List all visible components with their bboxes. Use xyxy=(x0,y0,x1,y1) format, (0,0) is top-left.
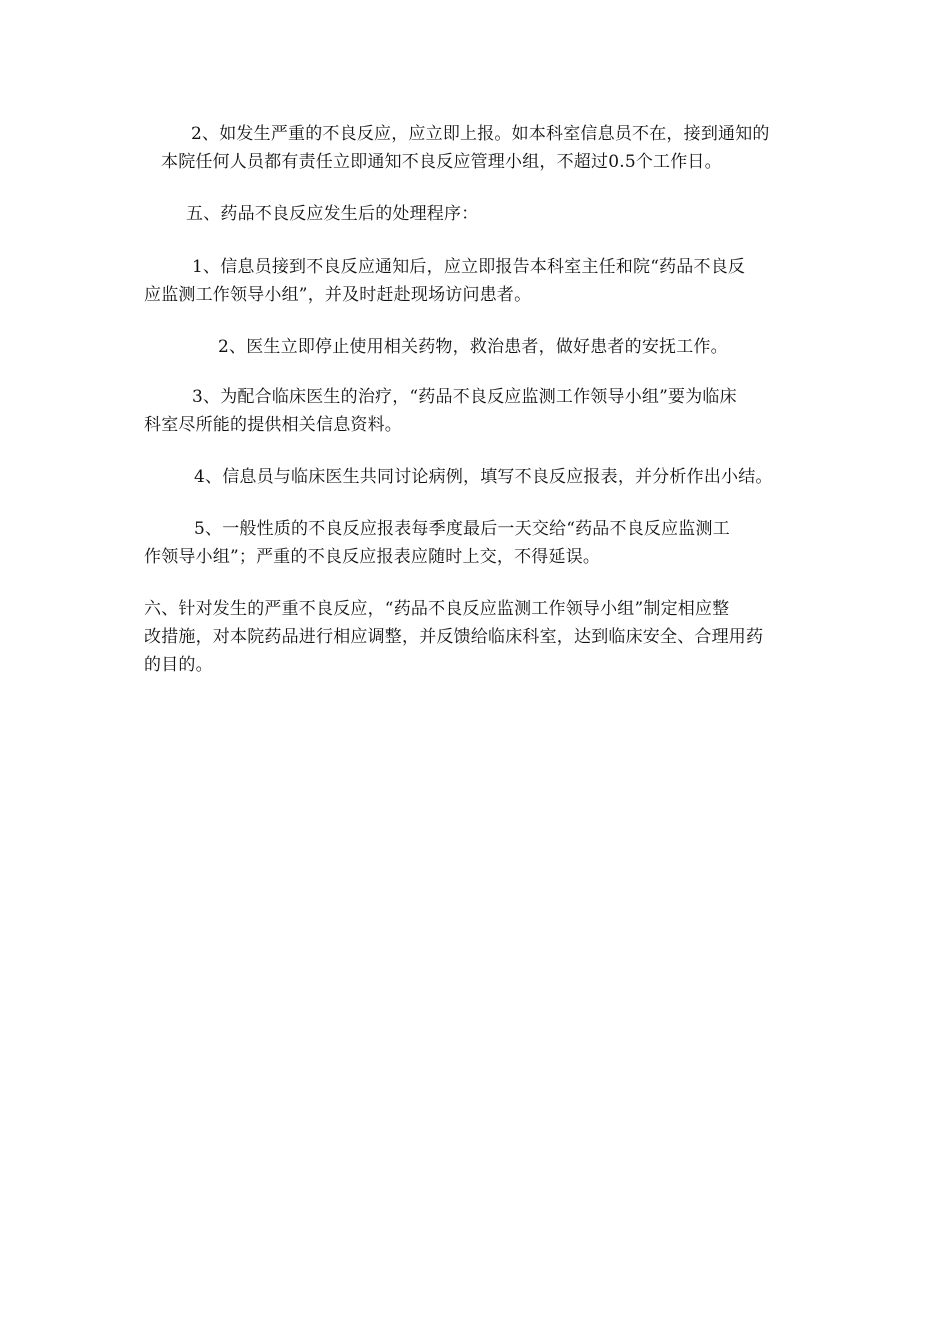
paragraph-line: 应监测工作领导小组”，并及时赶赴现场访问患者。 xyxy=(144,285,532,305)
paragraph-line: 六、针对发生的严重不良反应，“药品不良反应监测工作领导小组”制定相应整 xyxy=(144,599,730,619)
paragraph-line: 4、信息员与临床医生共同讨论病例，填写不良反应报表，并分析作出小结。 xyxy=(194,467,773,487)
paragraph-line: 科室尽所能的提供相关信息资料。 xyxy=(144,415,402,435)
paragraph-line: 3、为配合临床医生的治疗，“药品不良反应监测工作领导小组”要为临床 xyxy=(192,387,737,407)
paragraph-item-2-doctor xyxy=(218,333,818,361)
paragraph-item-3-cooperate xyxy=(144,383,820,439)
paragraph-line: 2、如发生严重的不良反应，应立即上报。如本科室信息员不在，接到通知的 xyxy=(191,124,770,144)
paragraph-line: 的目的。 xyxy=(144,655,213,675)
section-paragraph-six xyxy=(144,595,820,679)
paragraph-item-2-report xyxy=(150,120,820,176)
paragraph-line: 2、医生立即停止使用相关药物，救治患者，做好患者的安抚工作。 xyxy=(218,337,728,357)
paragraph-line: 本院任何人员都有责任立即通知不良反应管理小组，不超过0.5个工作日。 xyxy=(161,152,722,172)
paragraph-line: 5、一般性质的不良反应报表每季度最后一天交给“药品不良反应监测工 xyxy=(194,519,730,539)
paragraph-item-1-informant xyxy=(144,253,820,309)
section-heading-text: 五、药品不良反应发生后的处理程序： xyxy=(186,204,479,224)
paragraph-line: 1、信息员接到不良反应通知后，应立即报告本科室主任和院“药品不良反 xyxy=(192,257,746,277)
section-heading-five xyxy=(186,200,806,228)
paragraph-item-4-discussion xyxy=(194,463,820,491)
paragraph-line: 改措施，对本院药品进行相应调整，并反馈给临床科室，达到临床安全、合理用药 xyxy=(144,627,764,647)
paragraph-line: 作领导小组”；严重的不良反应报表应随时上交，不得延误。 xyxy=(144,547,601,567)
paragraph-item-5-quarterly xyxy=(144,515,820,571)
